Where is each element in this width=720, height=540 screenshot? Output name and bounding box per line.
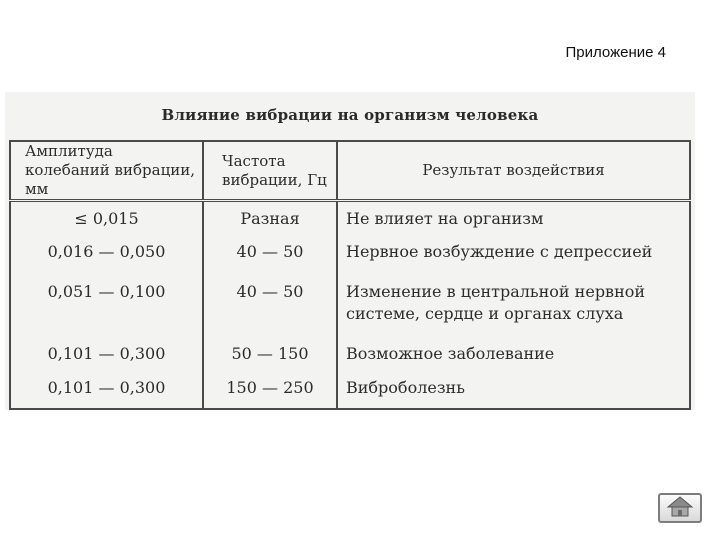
- cell-amplitude: 0,101 — 0,300: [10, 337, 203, 371]
- cell-result: Возможное заболевание: [337, 337, 690, 371]
- vibration-effects-table: [9, 140, 691, 410]
- cell-frequency: 150 — 250: [203, 371, 337, 409]
- table-row: [10, 235, 690, 275]
- cell-frequency: Разная: [203, 201, 337, 235]
- table-row: [10, 371, 690, 409]
- cell-frequency: 40 — 50: [203, 275, 337, 337]
- header-frequency: Частота вибрации, Гц: [203, 141, 337, 201]
- cell-result: Изменение в центральной нервной системе, сердце и органах слуха: [337, 275, 690, 337]
- cell-result: Нервное возбуждение с депрессией: [337, 235, 690, 275]
- table-row: [10, 337, 690, 371]
- cell-amplitude: 0,016 — 0,050: [10, 235, 203, 275]
- header-result: Результат воздействия: [337, 141, 690, 201]
- table-title: Влияние вибрации на организм человека: [161, 106, 539, 124]
- scanned-table-image: [5, 92, 695, 410]
- cell-frequency: 50 — 150: [203, 337, 337, 371]
- cell-result: Не влияет на организм: [337, 201, 690, 235]
- home-icon: [666, 495, 694, 522]
- home-button[interactable]: [658, 493, 702, 523]
- table-row: [10, 275, 690, 337]
- cell-result: Виброболезнь: [337, 371, 690, 409]
- cell-amplitude: 0,101 — 0,300: [10, 371, 203, 409]
- table-header-row: [10, 141, 690, 201]
- header-amplitude: Амплитуда колебаний вибрации, мм: [10, 141, 203, 201]
- table-row: [10, 201, 690, 235]
- cell-frequency: 40 — 50: [203, 235, 337, 275]
- cell-amplitude: 0,051 — 0,100: [10, 275, 203, 337]
- cell-amplitude: ≤ 0,015: [10, 201, 203, 235]
- appendix-label: Приложение 4: [565, 44, 666, 61]
